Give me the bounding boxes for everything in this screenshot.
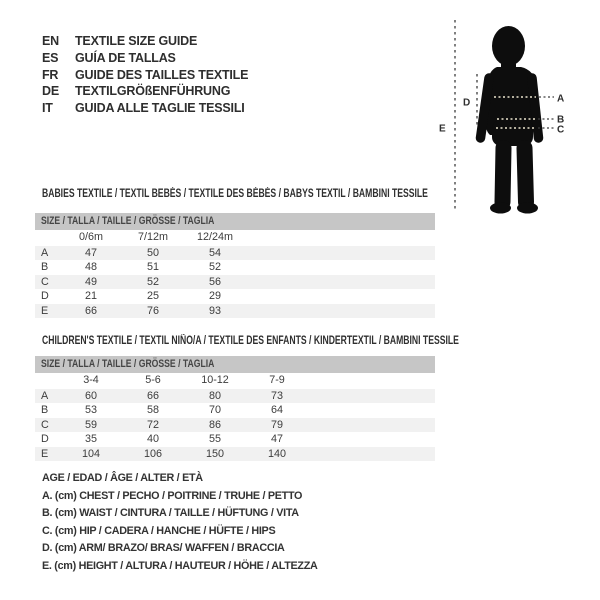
cell: 53 — [84, 404, 97, 417]
language-text: TEXTILE SIZE GUIDE — [75, 34, 198, 48]
language-row — [42, 83, 248, 100]
cell: 104 — [81, 447, 100, 460]
cell: 55 — [208, 433, 221, 446]
table-row — [35, 432, 435, 447]
table-row — [35, 260, 435, 275]
figure-label-a: A — [557, 93, 565, 105]
figure-label-c: C — [557, 124, 565, 136]
cell: 21 — [84, 290, 97, 303]
babies-size-table — [35, 213, 435, 318]
cell: 86 — [208, 418, 221, 431]
measurement-legend — [42, 470, 318, 575]
cell: 93 — [208, 304, 221, 317]
row-label: E — [41, 304, 49, 317]
children-section-title: CHILDREN'S TEXTILE / TEXTIL NIÑO/A / TEXTILE DES ENFANTS / KINDERTEXTIL / BAMBINI TESSILE — [42, 335, 459, 347]
cell: 40 — [146, 433, 159, 446]
cell: 58 — [146, 404, 159, 417]
figure-label-b: B — [557, 114, 565, 126]
column-header: 3-4 — [83, 374, 99, 386]
cell: 50 — [146, 246, 159, 259]
table-column-headers — [35, 373, 435, 389]
cell: 47 — [84, 246, 97, 259]
language-row — [42, 50, 248, 67]
figure-label-d: D — [463, 97, 471, 109]
row-label: D — [41, 433, 49, 446]
row-label: C — [41, 418, 49, 431]
legend-item: B. (cm) WAIST / CINTURA / TAILLE / HÜFTUNG / VITA — [42, 507, 299, 519]
language-code: FR — [42, 67, 59, 82]
legend-item: D. (cm) ARM/ BRAZO/ BRAS/ WAFFEN / BRACCIA — [42, 542, 285, 554]
cell: 51 — [146, 261, 159, 274]
cell: 66 — [146, 389, 159, 402]
cell: 52 — [208, 261, 221, 274]
babies-section-title: BABIES TEXTILE / TEXTIL BEBÉS / TEXTILE DES BÉBÉS / BABYS TEXTIL / BAMBINI TESSILE — [42, 188, 428, 200]
table-row — [35, 389, 435, 404]
language-text: GUÍA DE TALLAS — [75, 50, 176, 65]
legend-item: E. (cm) HEIGHT / ALTURA / HAUTEUR / HÖHE / ALTEZZA — [42, 559, 318, 572]
table-row — [35, 447, 435, 462]
row-label: B — [41, 261, 49, 274]
language-row — [42, 100, 248, 117]
legend-item: A. (cm) CHEST / PECHO / POITRINE / TRUHE / PETTO — [42, 489, 303, 502]
column-header: 12/24m — [196, 231, 233, 243]
language-code: DE — [42, 84, 59, 99]
row-label: A — [41, 246, 49, 259]
cell: 59 — [84, 418, 97, 431]
language-code: IT — [42, 101, 53, 116]
cell: 56 — [208, 275, 221, 288]
language-code: EN — [42, 34, 59, 48]
cell: 72 — [146, 418, 159, 431]
language-text: GUIDA ALLE TAGLIE TESSILI — [75, 101, 245, 116]
cell: 49 — [84, 275, 97, 288]
cell: 52 — [146, 275, 159, 288]
cell: 80 — [208, 389, 221, 402]
legend-item: C. (cm) HIP / CADERA / HANCHE / HÜFTE / HIPS — [42, 524, 276, 537]
cell: 60 — [84, 389, 97, 402]
cell: 35 — [84, 433, 97, 446]
row-label: B — [41, 404, 49, 417]
cell: 106 — [143, 447, 162, 460]
language-text: GUIDE DES TAILLES TEXTILE — [75, 67, 249, 82]
language-row — [42, 33, 248, 50]
row-label: A — [41, 389, 49, 402]
legend-title: AGE / EDAD / ÂGE / ALTER / ETÀ — [42, 472, 203, 484]
column-header: 10-12 — [201, 374, 229, 386]
row-label: D — [41, 290, 49, 303]
table-row — [35, 418, 435, 433]
cell: 150 — [205, 447, 224, 460]
language-list — [42, 33, 248, 117]
table-row — [35, 304, 435, 319]
table-row — [35, 275, 435, 290]
language-text: TEXTILGRÖßENFÜHRUNG — [75, 84, 231, 99]
table-size-header: SIZE / TALLA / TAILLE / GRÖSSE / TAGLIA — [35, 356, 435, 373]
figure-label-e: E — [439, 123, 446, 135]
cell: 25 — [146, 290, 159, 303]
table-row — [35, 289, 435, 304]
language-row — [42, 67, 248, 84]
column-header: 7-9 — [269, 374, 285, 386]
column-header: 0/6m — [78, 231, 103, 243]
table-size-header: SIZE / TALLA / TAILLE / GRÖSSE / TAGLIA — [35, 213, 435, 230]
children-size-table — [35, 356, 435, 461]
language-code: ES — [42, 50, 59, 65]
table-row — [35, 403, 435, 418]
cell: 79 — [270, 418, 283, 431]
cell: 64 — [270, 404, 283, 417]
child-silhouette-icon — [481, 26, 539, 214]
cell: 54 — [208, 246, 221, 259]
cell: 29 — [208, 290, 221, 303]
cell: 140 — [267, 447, 286, 460]
row-label: C — [41, 275, 49, 288]
table-row — [35, 246, 435, 261]
row-label: E — [41, 447, 49, 460]
cell: 48 — [84, 261, 97, 274]
cell: 70 — [208, 404, 221, 417]
column-header: 5-6 — [145, 374, 161, 386]
cell: 76 — [146, 304, 159, 317]
table-column-headers — [35, 230, 435, 246]
cell: 66 — [84, 304, 97, 317]
cell: 73 — [270, 389, 283, 402]
column-header: 7/12m — [137, 231, 168, 243]
cell: 47 — [270, 433, 283, 446]
